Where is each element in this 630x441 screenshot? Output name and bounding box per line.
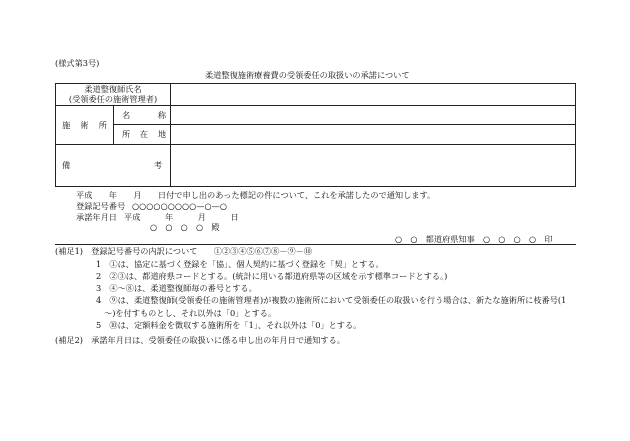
supplement-1-header: (補足1) 登録記号番号の内訳について ①②③④⑤⑥⑦⑧－⑨－⑩ [55,246,313,256]
clinic-name-label-char-2: 称 [157,109,167,120]
approval-form-table [55,83,576,187]
clinic-address-label-char-3: 地 [157,129,167,139]
approval-date-value: 平成 年 月 日 [124,212,239,222]
clinic-label-char-3: 所 [98,119,107,130]
clinic-label-char-2: 術 [80,119,89,130]
supplement-1-item-continued: ～)を付すものとし、それ以外は「0」とする。 [104,308,277,318]
supplement-1-item: 5 ⑩は、定額料金を徴収する施術所を「1」、それ以外は「0」とする。 [96,320,362,330]
remarks-label [56,145,171,187]
remarks-label-char-2: 考 [153,160,163,170]
practitioner-name-cell [171,84,576,106]
supplement-1-item: 4 ⑨は、柔道整復師(受領委任の施術管理者)が複数の施術所において受領委任の取扱いを行う場合は、新たな施術所に枝番号(1 [96,295,567,305]
practitioner-name-label-line2: (受領委任の施術管理者) [68,93,158,104]
clinic-name-cell [171,106,576,125]
clinic-address-label [114,125,171,145]
document-title: 柔道整復施術療養費の受領委任の取扱いの承諾について [205,70,410,80]
practitioner-name-label-line1: 柔道整復師氏名 [84,84,142,95]
addressee: ○ ○ ○ ○ 殿 [150,222,220,232]
supplement-1-item: 1 ①は、協定に基づく登録を「協」、個人契約に基づく登録を「契」とする。 [96,259,384,269]
clinic-name-label-char-1: 名 [122,109,131,120]
clinic-address-label-char-1: 所 [122,129,131,139]
clinic-name-label [114,106,171,125]
notice-line: 平成 年 月 日付で申し出のあった標記の件について、これを承諾したので通知します。 [76,190,436,200]
registration-number-label: 登録記号番号 [76,201,126,211]
approval-date-label: 承諾年月日 [76,212,117,222]
remarks-label-char-1: 備 [62,160,71,170]
remarks-cell [171,145,576,187]
clinic-label [56,106,114,145]
supplement-1-item: 2 ②③は、都道府県コードとする。(統計に用いる都道府県等の区域を示す標準コードとする。) [96,271,448,281]
clinic-address-label-char-2: 在 [139,129,149,139]
supplement-1-item: 3 ④～⑧は、柔道整復師毎の番号とする。 [96,283,257,293]
practitioner-name-label [56,84,171,106]
clinic-address-cell [171,125,576,145]
supplement-2: (補足2) 承諾年月日は、受領委任の取扱いに係る申し出の年月日で通知する。 [55,335,345,345]
registration-number-value: ○○○○○○○○○—○—○ [132,201,227,211]
sender: ○ ○ 都道府県知事 ○ ○ ○ ○ 印 [395,234,553,244]
clinic-label-char-1: 施 [62,119,71,130]
form-number: (様式第3号) [55,58,100,68]
divider-line [55,244,576,245]
